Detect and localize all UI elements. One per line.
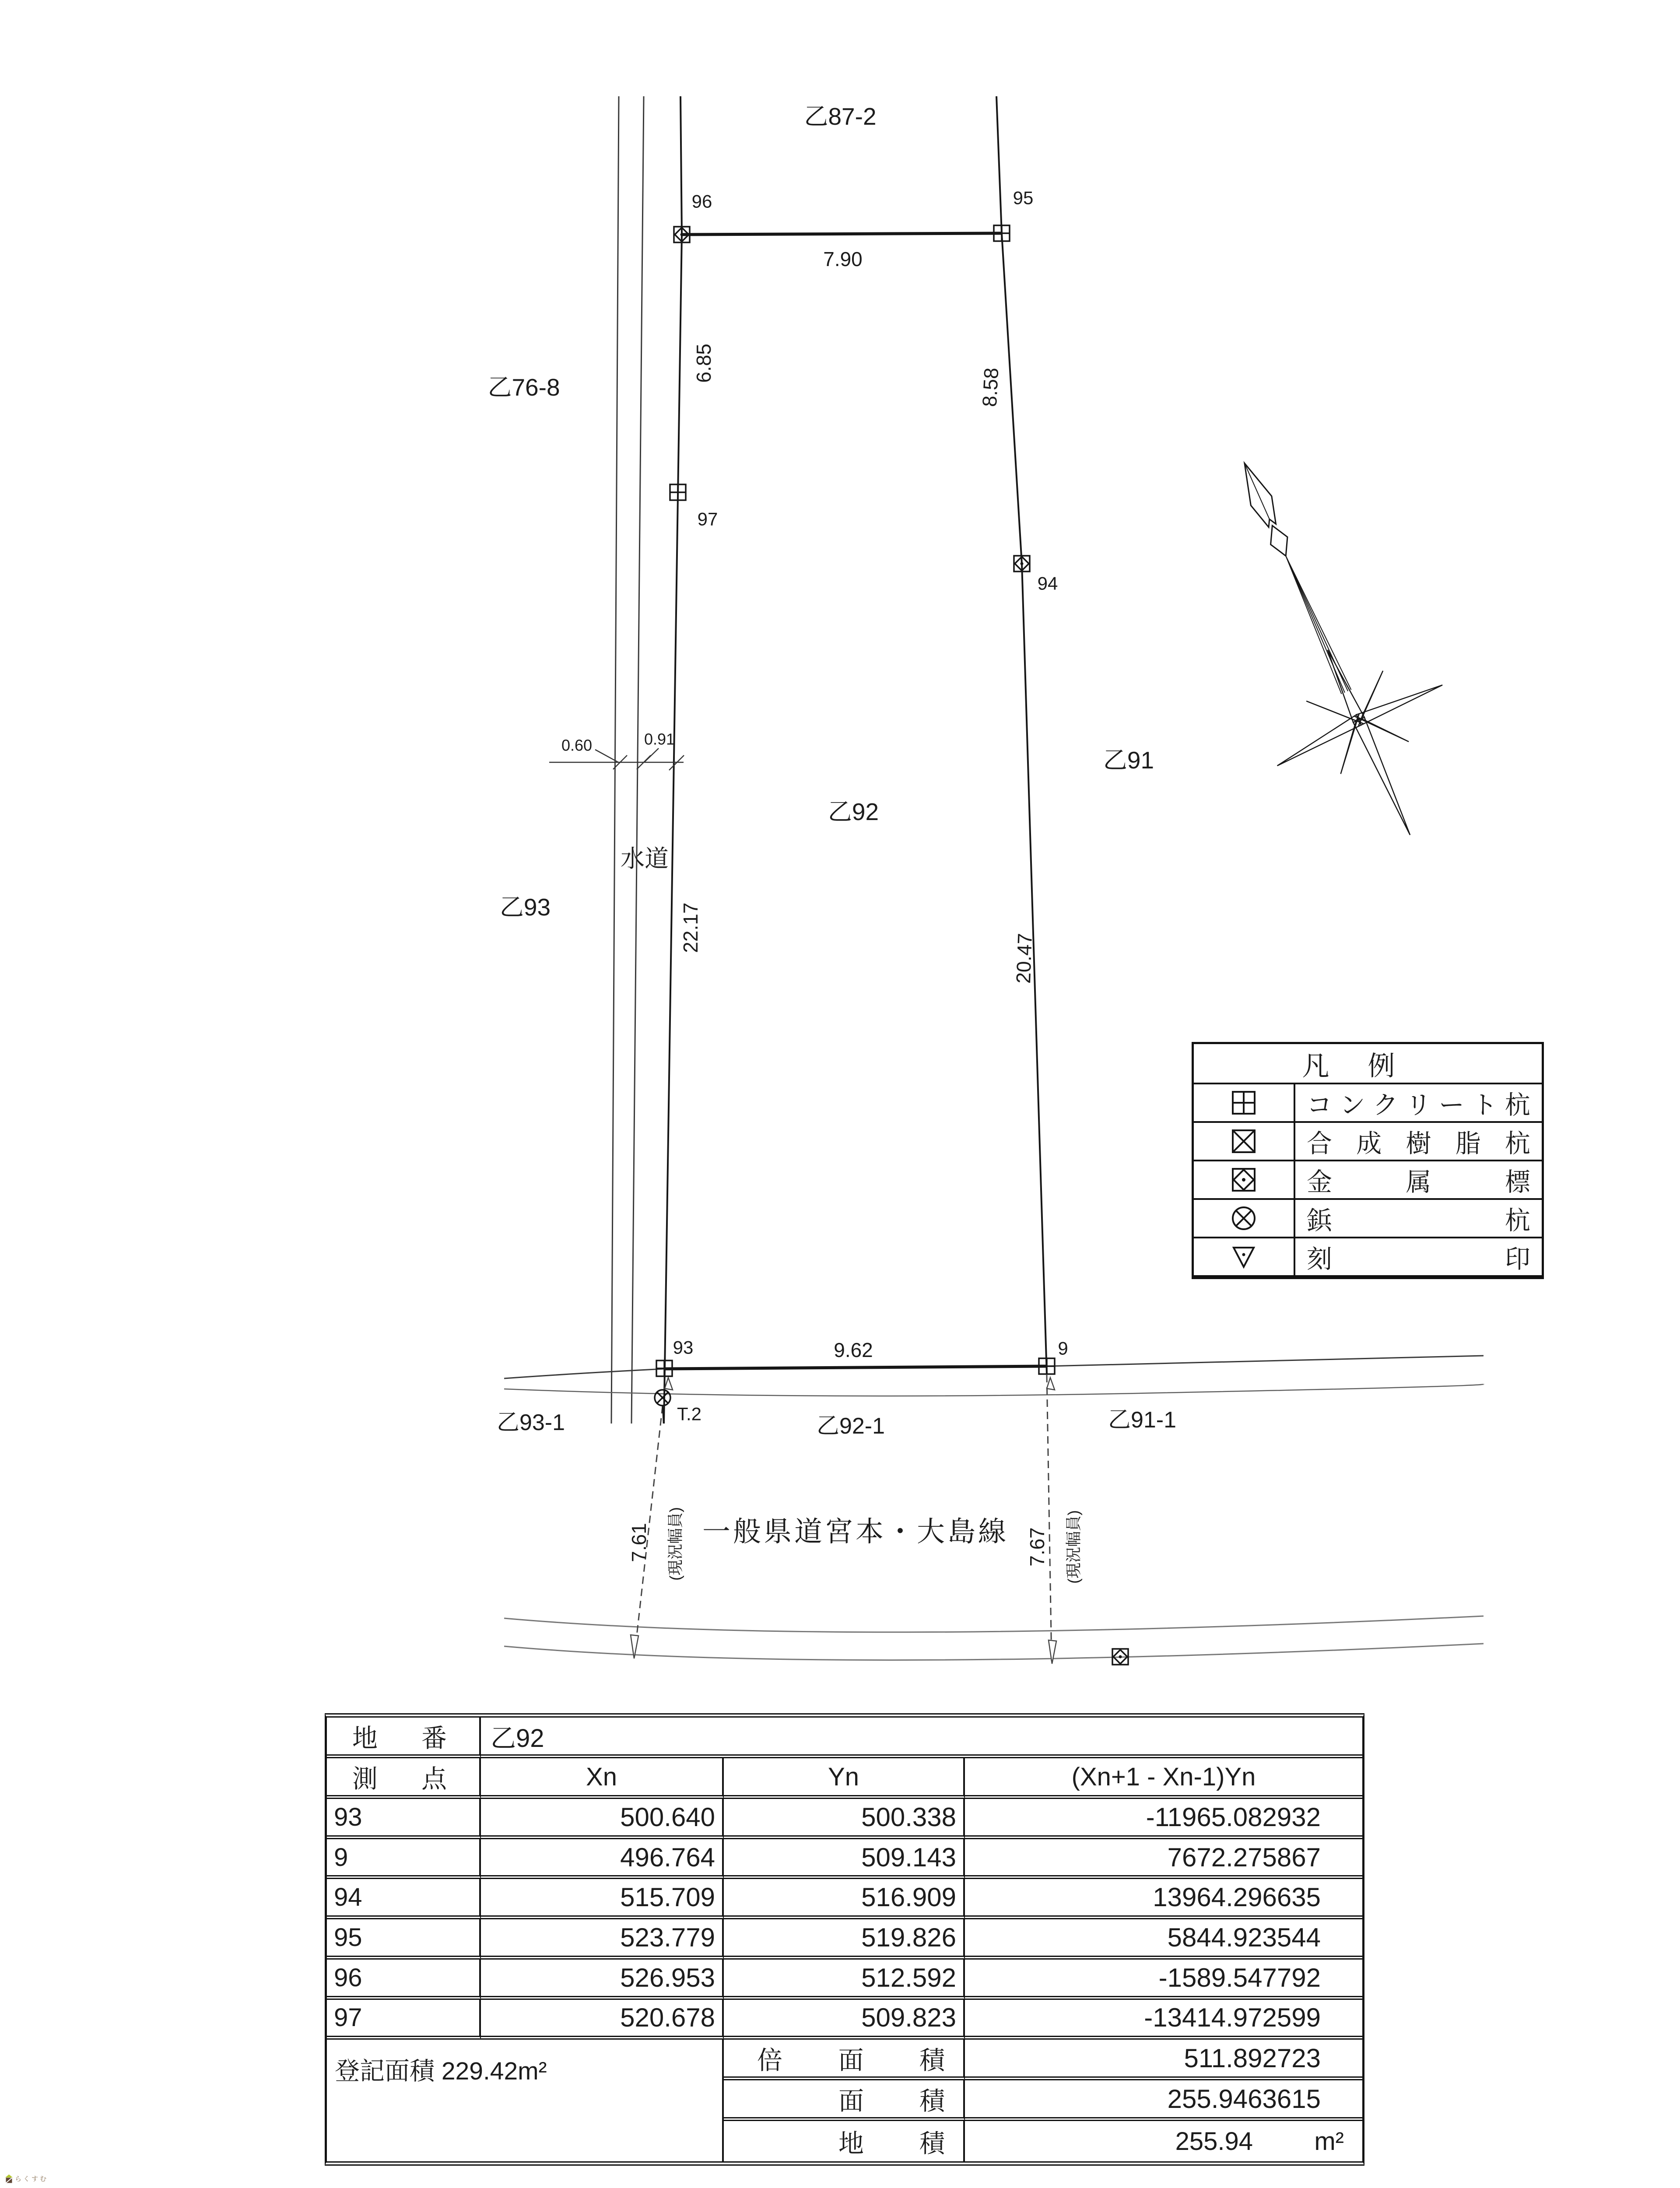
legend-table <box>1192 1042 1544 1279</box>
dim-left-upper: 6.85 <box>692 344 715 383</box>
boundary-north <box>682 233 1002 235</box>
table-row-yn: 516.909 <box>724 1879 965 1919</box>
parcel-label-93: 乙93 <box>499 894 551 921</box>
table-row-yn: 519.826 <box>724 1919 965 1960</box>
dim-left-main: 22.17 <box>679 902 702 953</box>
menseki-value: 255.9463615 <box>965 2080 1362 2121</box>
dim-width-left: 7.61 <box>628 1523 650 1562</box>
table-row-point: 97 <box>327 2000 481 2040</box>
concrete-pile-icon <box>1194 1084 1295 1123</box>
rakusumu-logo <box>5 2174 48 2183</box>
dim-top: 7.90 <box>823 248 863 270</box>
road-line-west-inner <box>631 96 644 1424</box>
boundary-east <box>996 96 1047 1374</box>
arrowhead-right-bottom <box>1049 1640 1056 1664</box>
parcel-label-91-1: 乙91-1 <box>1108 1407 1177 1433</box>
chiseki-label: 地 積 <box>724 2121 965 2161</box>
north-arrow <box>1159 426 1493 873</box>
parcel-label-92-1: 乙92-1 <box>816 1413 885 1439</box>
point-label-93: 93 <box>673 1337 694 1358</box>
nail-symbol-t2 <box>655 1390 670 1424</box>
legend-label: 刻 印 <box>1295 1238 1542 1277</box>
boundary-south <box>665 1366 1047 1369</box>
legend-label: 鋲 杭 <box>1295 1200 1542 1238</box>
table-row-value: -13414.972599 <box>965 2000 1362 2040</box>
nail-pile-icon <box>1194 1200 1295 1238</box>
point-label-95: 95 <box>1013 187 1034 208</box>
engraved-mark-icon <box>1194 1238 1295 1277</box>
dim-width-right: 7.67 <box>1026 1527 1049 1567</box>
dim-right-main: 20.47 <box>1012 933 1036 984</box>
table-row-value: 13964.296635 <box>965 1879 1362 1919</box>
col-header-yn: Yn <box>724 1758 965 1799</box>
point-label-t2: T.2 <box>677 1403 702 1424</box>
col-header-point: 測 点 <box>327 1758 481 1799</box>
table-row-yn: 512.592 <box>724 1960 965 2000</box>
offset-leader-2 <box>644 748 659 762</box>
legend-label: コ ン ク リ ー ト 杭 <box>1295 1084 1542 1123</box>
menseki-label: 面 積 <box>724 2080 965 2121</box>
table-row-point: 96 <box>327 1960 481 2000</box>
legend-title: 凡 例 <box>1194 1044 1542 1084</box>
arrowhead-left-top <box>665 1378 673 1390</box>
road-north-edge-left <box>504 1369 665 1378</box>
chiban-header: 地 番 <box>327 1718 481 1758</box>
parcel-label-87-2: 乙87-2 <box>804 103 877 130</box>
dim-offset1: 0.60 <box>561 736 593 754</box>
table-row-value: 5844.923544 <box>965 1919 1362 1960</box>
compass-star <box>1242 613 1493 873</box>
table-row-yn: 500.338 <box>724 1799 965 1839</box>
road-south-edge-upper <box>504 1616 1484 1632</box>
chiseki-number: 255.94 <box>1175 2127 1253 2156</box>
survey-point-symbols <box>655 225 1128 1665</box>
dim-bottom: 9.62 <box>834 1339 873 1361</box>
water-supply-label: 水道 <box>620 845 669 872</box>
dim-width-right-note: (現況幅員) <box>1064 1510 1083 1584</box>
registered-area: 登記面積 229.42m² <box>327 2040 724 2161</box>
chiseki-unit: m² <box>1314 2127 1344 2156</box>
dim-offset2: 0.91 <box>644 730 675 748</box>
table-row-value: 7672.275867 <box>965 1839 1362 1879</box>
road-north-edge-second <box>504 1384 1484 1396</box>
logo-text: らくすむ <box>15 2175 49 2183</box>
concrete-pile-symbol-93 <box>656 1360 672 1376</box>
table-row-point: 94 <box>327 1879 481 1919</box>
metal-plate-icon <box>1194 1161 1295 1200</box>
arrowhead-right-top <box>1047 1378 1055 1390</box>
point-label-9: 9 <box>1058 1338 1068 1359</box>
concrete-pile-symbol-97 <box>670 484 686 500</box>
road-north-edge-right <box>1047 1356 1484 1366</box>
resin-pile-icon <box>1194 1123 1295 1161</box>
table-row-xn: 520.678 <box>481 2000 724 2040</box>
road-edge-lines <box>504 96 1484 1660</box>
width-dashed-right <box>1047 1375 1052 1661</box>
house-icon <box>5 2174 13 2183</box>
table-row-value: -11965.082932 <box>965 1799 1362 1839</box>
table-row-yn: 509.143 <box>724 1839 965 1879</box>
parcel-label-93-1: 乙93-1 <box>496 1410 565 1435</box>
legend-label: 金 属 標 <box>1295 1161 1542 1200</box>
dim-right-upper: 8.58 <box>978 367 1003 408</box>
table-row-xn: 500.640 <box>481 1799 724 1839</box>
dim-width-left-note: (現況幅員) <box>666 1507 684 1581</box>
chiban-value: 乙92 <box>481 1718 1362 1758</box>
table-row-value: -1589.547792 <box>965 1960 1362 2000</box>
table-row-point: 9 <box>327 1839 481 1879</box>
parcel-label-92: 乙92 <box>828 798 879 825</box>
table-row-point: 95 <box>327 1919 481 1960</box>
table-row-xn: 496.764 <box>481 1839 724 1879</box>
coordinate-table <box>325 1713 1364 2166</box>
table-row-xn: 523.779 <box>481 1919 724 1960</box>
parcel-boundary <box>664 96 1047 1424</box>
point-label-96: 96 <box>691 191 712 212</box>
road-south-edge-lower <box>504 1644 1484 1660</box>
col-header-xn: Xn <box>481 1758 724 1799</box>
parcel-label-91: 乙91 <box>1103 747 1154 774</box>
legend-label: 合 成 樹 脂 杭 <box>1295 1123 1542 1161</box>
bai-menseki-value: 511.892723 <box>965 2040 1362 2080</box>
road-name-label: 一般県道宮本・大島線 <box>702 1516 1009 1547</box>
concrete-pile-symbol-9 <box>1039 1358 1055 1374</box>
table-row-xn: 526.953 <box>481 1960 724 2000</box>
table-row-point: 93 <box>327 1799 481 1839</box>
bai-menseki-label: 倍 面 積 <box>724 2040 965 2080</box>
table-row-xn: 515.709 <box>481 1879 724 1919</box>
point-label-94: 94 <box>1037 573 1058 594</box>
col-header-formula: (Xn+1 - Xn-1)Yn <box>965 1758 1362 1799</box>
concrete-pile-symbol-95 <box>994 225 1010 241</box>
chiseki-value <box>965 2121 1362 2161</box>
parcel-label-76-8: 乙76-8 <box>488 374 560 401</box>
table-row-yn: 509.823 <box>724 2000 965 2040</box>
point-label-97: 97 <box>697 508 718 529</box>
